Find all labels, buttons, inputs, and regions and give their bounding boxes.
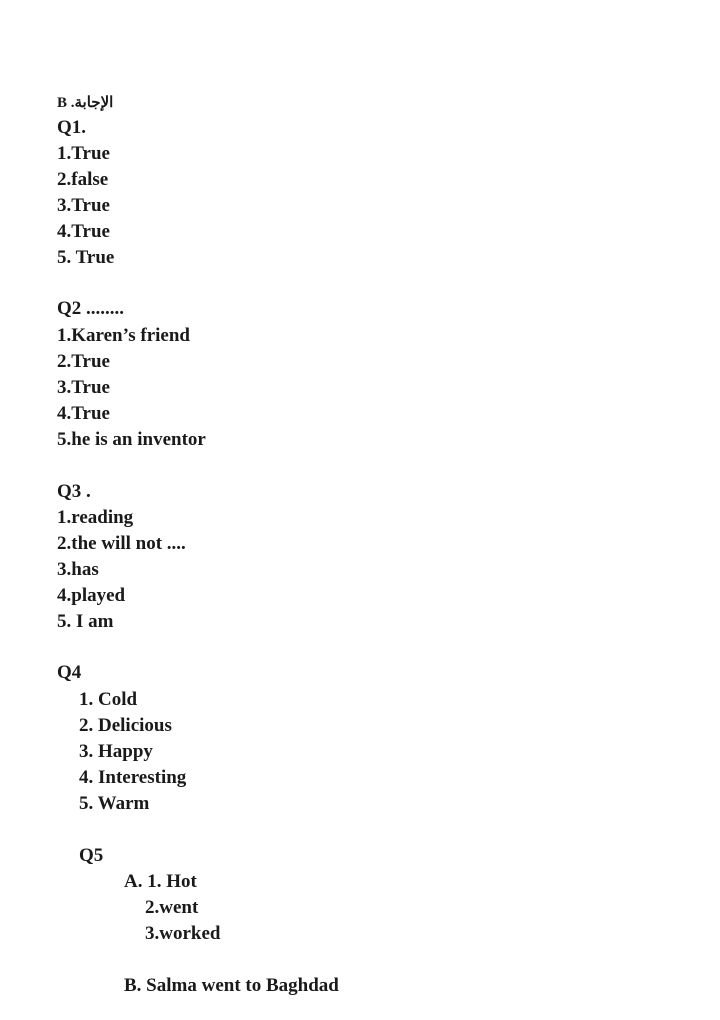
q2-answer-2: 2.True: [57, 351, 110, 372]
q3-answer-5: 5. I am: [57, 611, 114, 632]
q3-answer-1: 1.reading: [57, 507, 134, 528]
q5-title: Q5: [79, 845, 104, 866]
q3-answer-3: 3.has: [57, 559, 99, 580]
q3-answer-4: 4.played: [57, 585, 126, 606]
q4-answer-4: 4. Interesting: [79, 767, 187, 788]
q2-answer-3: 3.True: [57, 377, 110, 398]
q4-answer-2: 2. Delicious: [79, 715, 172, 736]
q1-title: Q1.: [57, 117, 87, 138]
q5-part-a-3: 3.worked: [145, 923, 221, 944]
q5-part-b: B. Salma went to Baghdad: [124, 975, 339, 996]
q3-answer-2: 2.the will not ....: [57, 533, 186, 554]
q4-answer-3: 3. Happy: [79, 741, 153, 762]
answer-header: الإجابة. B: [57, 95, 114, 111]
q5-part-a-1: A. 1. Hot: [124, 871, 197, 892]
q4-answer-1: 1. Cold: [79, 689, 138, 710]
q3-title: Q3 .: [57, 481, 91, 502]
q5-part-a-2: 2.went: [145, 897, 199, 918]
q1-answer-1: 1.True: [57, 143, 110, 164]
q2-answer-1: 1.Karen’s friend: [57, 325, 190, 346]
q1-answer-4: 4.True: [57, 221, 110, 242]
q4-answer-5: 5. Warm: [79, 793, 150, 814]
q2-answer-5: 5.he is an inventor: [57, 429, 206, 450]
q2-answer-4: 4.True: [57, 403, 110, 424]
q1-answer-5: 5. True: [57, 247, 115, 268]
q1-answer-2: 2.false: [57, 169, 109, 190]
q4-title: Q4: [57, 662, 82, 683]
q2-title: Q2 ........: [57, 298, 125, 319]
q1-answer-3: 3.True: [57, 195, 110, 216]
